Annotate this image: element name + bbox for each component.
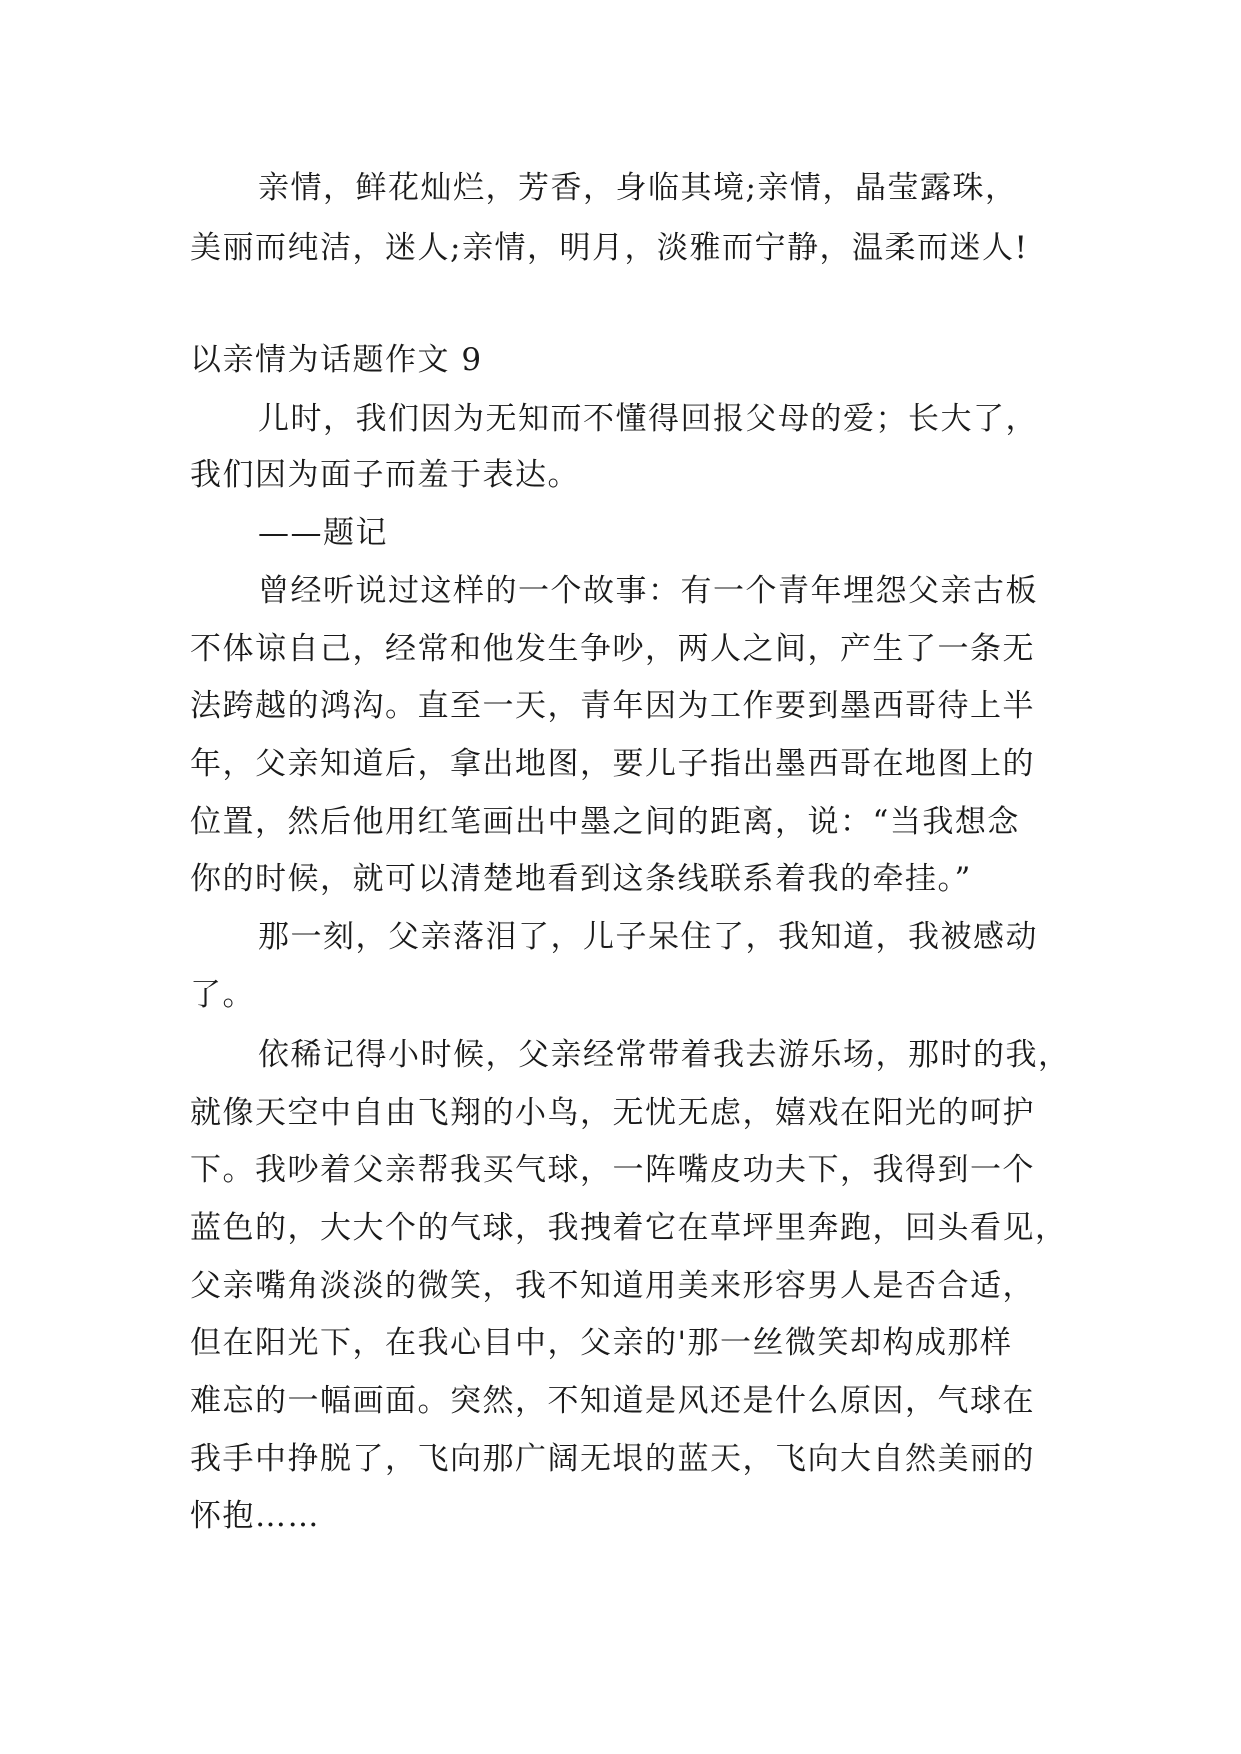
intro-line: 美丽而纯洁，迷人;亲情，明月，淡雅而宁静，温柔而迷人! (190, 230, 1029, 266)
paragraph-line: 法跨越的鸿沟。直至一天，青年因为工作要到墨西哥待上半 (190, 688, 1035, 724)
epigraph-line: 儿时，我们因为无知而不懂得回报父母的爱；长大了， (258, 401, 1038, 437)
paragraph-line: 我手中挣脱了，飞向那广阔无垠的蓝天，飞向大自然美丽的 (190, 1441, 1035, 1477)
paragraph-line: 了。 (190, 977, 255, 1013)
paragraph-line: 父亲嘴角淡淡的微笑，我不知道用美来形容男人是否合适， (190, 1268, 1035, 1304)
paragraph-line: 怀抱…… (190, 1498, 320, 1534)
paragraph-line: 年，父亲知道后，拿出地图，要儿子指出墨西哥在地图上的 (190, 746, 1035, 782)
paragraph-line: 就像天空中自由飞翔的小鸟，无忧无虑，嬉戏在阳光的呵护 (190, 1095, 1035, 1131)
paragraph-line: 下。我吵着父亲帮我买气球，一阵嘴皮功夫下，我得到一个 (190, 1152, 1035, 1188)
paragraph-line: 位置，然后他用红笔画出中墨之间的距离，说：“当我想念 (190, 804, 1020, 840)
paragraph-line: 你的时候，就可以清楚地看到这条线联系着我的牵挂。” (190, 861, 972, 897)
paragraph-line: 那一刻，父亲落泪了，儿子呆住了，我知道，我被感动 (258, 919, 1038, 955)
paragraph-line: 依稀记得小时候，父亲经常带着我去游乐场，那时的我， (258, 1037, 1071, 1073)
paragraph-line: 不体谅自己，经常和他发生争吵，两人之间，产生了一条无 (190, 631, 1035, 667)
paragraph-line: 蓝色的，大大个的气球，我拽着它在草坪里奔跑，回头看见， (190, 1210, 1068, 1246)
essay-title: 以亲情为话题作文 9 (190, 342, 483, 378)
epigraph-source: ——题记 (258, 515, 388, 551)
paragraph-line: 但在阳光下，在我心目中，父亲的'那一丝微笑却构成那样 (190, 1325, 1013, 1361)
paragraph-line: 难忘的一幅画面。突然，不知道是风还是什么原因，气球在 (190, 1383, 1035, 1419)
intro-line: 亲情，鲜花灿烂，芳香，身临其境;亲情，晶莹露珠， (258, 170, 1018, 206)
epigraph-line: 我们因为面子而羞于表达。 (190, 457, 580, 493)
paragraph-line: 曾经听说过这样的一个故事：有一个青年埋怨父亲古板 (258, 573, 1038, 609)
